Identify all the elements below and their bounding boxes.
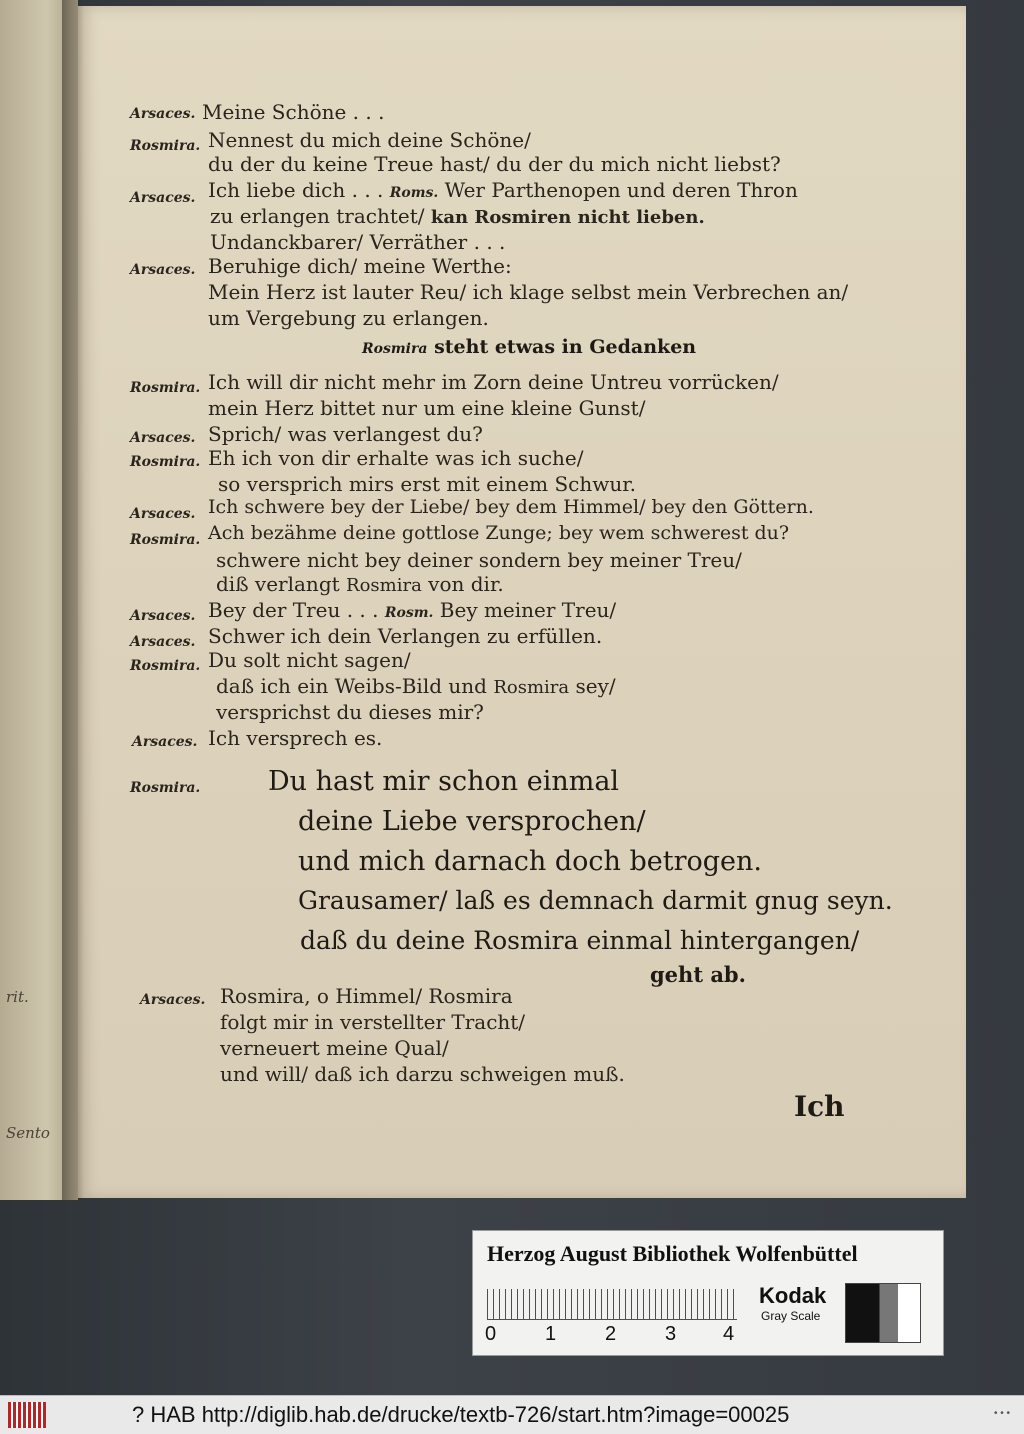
dialogue-line: Ach bezähme deine gottlose Zunge; bey wem schwerest du? — [208, 522, 790, 544]
inline-speaker-label: Roms. — [389, 185, 439, 201]
dialogue-text: sey/ — [575, 674, 616, 698]
dialogue-line: Sprich/ was verlangest du? — [208, 422, 483, 446]
dialogue-line: Du solt nicht sagen/ — [208, 648, 411, 672]
dialogue-line: Mein Herz ist lauter Reu/ ich klage selbst mein Verbrechen an/ — [208, 280, 849, 304]
dialogue-text: Ich liebe dich . . . — [208, 178, 384, 202]
dialogue-line: folgt mir in verstellter Tracht/ — [220, 1010, 526, 1034]
aria-line: Grausamer/ laß es demnach darmit gnug seyn. — [298, 886, 893, 915]
catchword: Ich — [794, 1090, 845, 1123]
gutter-shadow — [62, 0, 84, 1200]
dialogue-line: Rosmira, o Himmel/ Rosmira — [220, 984, 513, 1008]
dialogue-line — [210, 204, 705, 228]
inline-speaker-label: Rosm. — [384, 605, 434, 621]
dialogue-line: Ich versprech es. — [208, 726, 383, 750]
more-icon[interactable]: • • • — [993, 1408, 1010, 1419]
dialogue-line: verneuert meine Qual/ — [220, 1036, 449, 1060]
viewer-footer — [0, 1395, 1024, 1434]
gray-scale-label: Gray Scale — [761, 1309, 821, 1323]
speaker-label: Arsaces. — [130, 634, 196, 650]
dialogue-line: schwere nicht bey deiner sondern bey meiner Treu/ — [216, 548, 742, 572]
dialogue-line: Schwer ich dein Verlangen zu erfüllen. — [208, 624, 603, 648]
scale-ruler — [487, 1289, 737, 1320]
dialogue-line: Ich will dir nicht mehr im Zorn deine Untreu vorrücken/ — [208, 370, 779, 394]
dialogue-line: versprichst du dieses mir? — [216, 700, 484, 724]
speaker-label: Rosmira. — [130, 138, 201, 154]
dialogue-line — [216, 674, 616, 698]
kodak-logo: Kodak — [759, 1283, 827, 1308]
speaker-label: Rosmira. — [130, 532, 201, 548]
dialogue-text: daß ich ein Weibs-Bild und — [216, 674, 487, 698]
stage-direction — [362, 336, 696, 358]
dialogue-text: Bey meiner Treu/ — [439, 598, 617, 622]
dialogue-line — [216, 572, 504, 596]
dialogue-line: um Vergebung zu erlangen. — [208, 306, 489, 330]
library-name: Herzog August Bibliothek Wolfenbüttel — [487, 1241, 858, 1266]
speaker-label: Arsaces. — [130, 608, 196, 624]
dialogue-line: Undanckbarer/ Verräther . . . — [210, 230, 506, 254]
roman-text: kan Rosmiren nicht lieben. — [430, 207, 705, 228]
dialogue-line — [208, 178, 798, 202]
previous-page-fragment: rit. — [6, 988, 29, 1006]
dialogue-line — [208, 598, 616, 622]
kodak-gray-scale-card — [472, 1230, 944, 1356]
aria-line: daß du deine Rosmira einmal hintergangen/ — [300, 926, 860, 955]
dialogue-line: und will/ daß ich darzu schweigen muß. — [220, 1062, 625, 1086]
roman-text: Rosmira — [346, 575, 422, 596]
speaker-label: Arsaces. — [132, 734, 198, 750]
dialogue-line: so versprich mirs erst mit einem Schwur. — [218, 472, 636, 496]
stage-text: steht etwas in Gedanken — [434, 336, 697, 358]
aria-line: deine Liebe versprochen/ — [298, 806, 646, 837]
speaker-label: Arsaces. — [130, 190, 196, 206]
speaker-label: Arsaces. — [130, 106, 196, 122]
hab-logo-icon — [8, 1402, 46, 1428]
speaker-label: Arsaces. — [130, 430, 196, 446]
ruler-number: 4 — [723, 1323, 735, 1345]
source-url-link[interactable]: ? HAB http://diglib.hab.de/drucke/textb-726/start.htm?image=00025 — [132, 1402, 790, 1427]
ruler-number: 3 — [665, 1323, 677, 1345]
dialogue-line: Ich schwere bey der Liebe/ bey dem Himmel/ bey den Göttern. — [208, 496, 814, 518]
ruler-number: 0 — [485, 1323, 497, 1345]
previous-page-fragment: Sento — [6, 1124, 50, 1142]
speaker-label: Rosmira. — [130, 380, 201, 396]
aria-speaker-label: Rosmira. — [130, 780, 201, 796]
dialogue-text: Bey der Treu . . . — [208, 598, 379, 622]
dialogue-text: Wer Parthenopen und deren Thron — [444, 178, 798, 202]
dialogue-line: Eh ich von dir erhalte was ich suche/ — [208, 446, 584, 470]
roman-text: Rosmira — [493, 677, 570, 698]
dialogue-text: diß verlangt — [216, 572, 340, 596]
dialogue-line: Beruhige dich/ meine Werthe: — [208, 254, 512, 278]
speaker-label: Rosmira. — [130, 454, 201, 470]
speaker-label: Rosmira. — [130, 658, 201, 674]
stage-speaker: Rosmira — [362, 341, 428, 357]
ruler-number: 1 — [545, 1323, 557, 1345]
ruler-number: 2 — [605, 1323, 617, 1345]
dialogue-line: mein Herz bittet nur um eine kleine Gunst/ — [208, 396, 646, 420]
dialogue-text: von dir. — [428, 572, 504, 596]
exit-direction: geht ab. — [650, 962, 746, 987]
aria-line: Du hast mir schon einmal — [268, 766, 620, 797]
speaker-label: Arsaces. — [130, 506, 196, 522]
aria-line: und mich darnach doch betrogen. — [298, 846, 762, 877]
dialogue-line: du der du keine Treue hast/ du der du mich nicht liebst? — [208, 152, 781, 176]
speaker-label: Arsaces. — [140, 992, 206, 1008]
gray-scale-patch — [845, 1283, 921, 1343]
dialogue-text: zu erlangen trachtet/ — [210, 204, 425, 228]
dialogue-line: Nennest du mich deine Schöne/ — [208, 128, 531, 152]
speaker-label: Arsaces. — [130, 262, 196, 278]
dialogue-line: Meine Schöne . . . — [202, 100, 385, 124]
